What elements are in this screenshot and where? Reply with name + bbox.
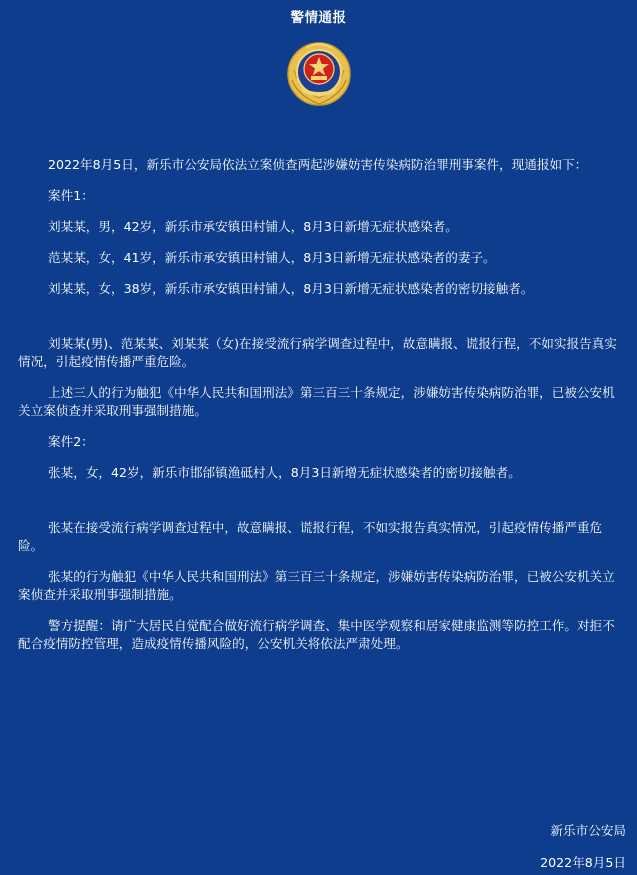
police-reminder: 警方提醒：请广大居民自觉配合做好流行病学调查、集中医学观察和居家健康监测等防控工作。对拒不配合疫情防控管理，造成疫情传播风险的，公安机关将依法严肃处理。 xyxy=(18,618,615,651)
spacer xyxy=(18,495,618,519)
case2-law: 张某的行为触犯《中华人民共和国刑法》第三百三十条规定，涉嫌妨害传染病防治罪，已被公安机关立案侦查并采取刑事强制措施。 xyxy=(18,569,615,602)
case1-person-1: 刘某某，男，42岁，新乐市承安镇田村铺人，8月3日新增无症状感染者。 xyxy=(48,219,458,234)
police-emblem-icon xyxy=(284,34,354,108)
case1-person-2: 范某某，女，41岁，新乐市承安镇田村铺人，8月3日新增无症状感染者的妻子。 xyxy=(48,250,496,265)
case1-conduct: 刘某某(男)、范某某、刘某某（女)在接受流行病学调查过程中，故意瞒报、谎报行程，不如实报告真实情况，引起疫情传播严重危险。 xyxy=(18,336,617,369)
case2-conduct: 张某在接受流行病学调查过程中，故意瞒报、谎报行程，不如实报告真实情况，引起疫情传播严重危险。 xyxy=(18,520,603,553)
case2-person-1: 张某，女，42岁，新乐市邯邰镇渔砥村人，8月3日新增无症状感染者的密切接触者。 xyxy=(48,465,521,480)
spacer xyxy=(18,311,618,335)
case1-person-3: 刘某某，女，38岁，新乐市承安镇田村铺人，8月3日新增无症状感染者的密切接触者。 xyxy=(48,281,534,296)
page-title: 警情通报 xyxy=(290,10,347,26)
report-body xyxy=(18,156,618,666)
case2-label: 案件2： xyxy=(48,434,94,449)
case1-label: 案件1： xyxy=(48,188,94,203)
signature-org: 新乐市公安局 xyxy=(550,823,626,838)
signature-date: 2022年8月5日 xyxy=(540,855,626,870)
intro-paragraph: 2022年8月5日，新乐市公安局依法立案侦查两起涉嫌妨害传染病防治罪刑事案件，现通报如下： xyxy=(48,157,588,172)
case1-law: 上述三人的行为触犯《中华人民共和国刑法》第三百三十条规定，涉嫌妨害传染病防治罪，已被公安机关立案侦查并采取刑事强制措施。 xyxy=(18,385,615,418)
